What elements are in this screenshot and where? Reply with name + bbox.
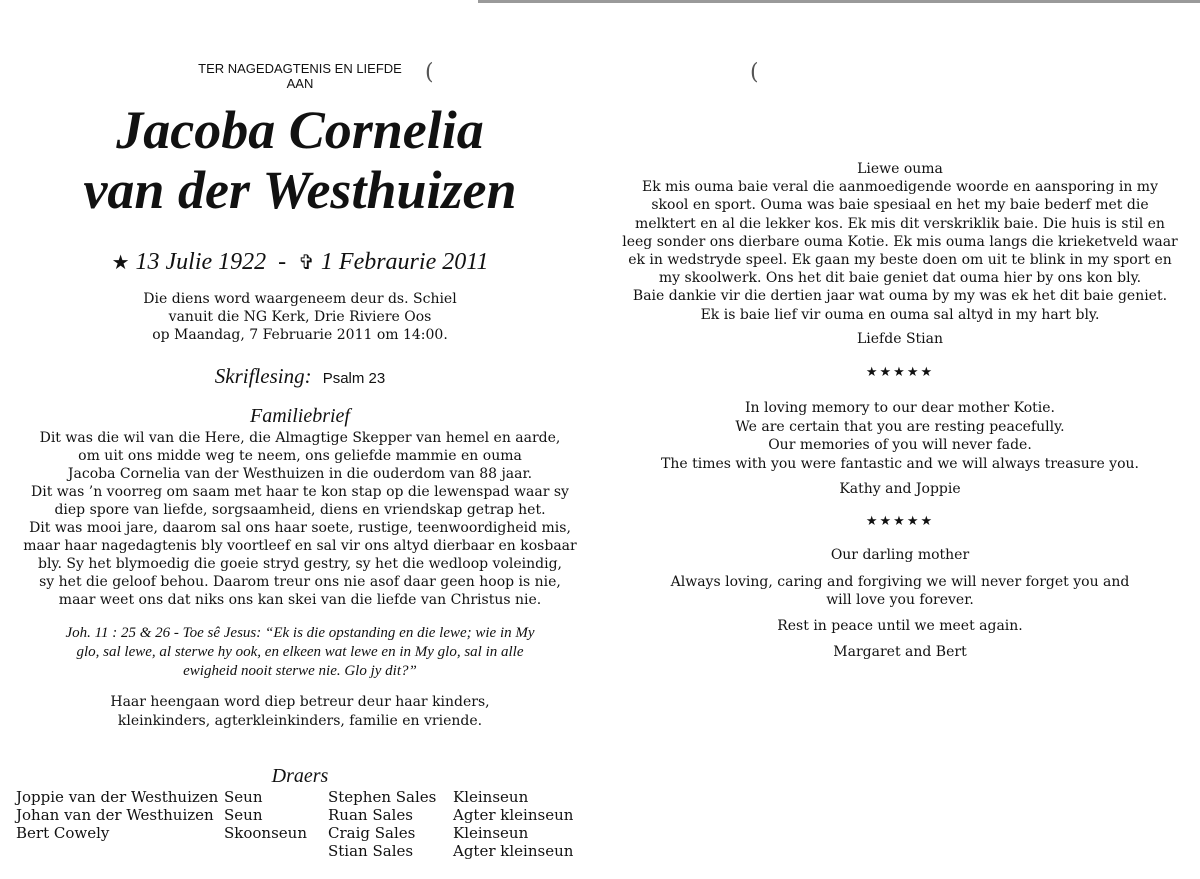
tribute-signature-stian: Liefde Stian	[857, 331, 943, 347]
bearer-relation: Kleinseun	[453, 788, 529, 806]
bearer-name: Stephen Sales	[328, 788, 437, 806]
tribute-greeting-margaret: Our darling mother	[830, 547, 970, 563]
star-separator: ★★★★★	[865, 514, 935, 529]
death-cross-icon: ✞	[298, 252, 315, 274]
memorial-line: TER NAGEDAGTENIS EN LIEFDE	[198, 61, 402, 76]
memorial-line: AAN	[286, 76, 314, 91]
family-letter	[0, 429, 600, 609]
letter-line: om uit ons midde weg te neem, ons geliefde mammie en ouma	[78, 448, 522, 464]
death-date: 1 Febraurie 2011	[320, 249, 489, 275]
scripture-value: Psalm 23	[322, 370, 386, 387]
tribute-margaret	[610, 573, 1190, 609]
bearer-relation: Agter kleinseun	[453, 806, 574, 824]
bearer-relation: Seun	[224, 788, 263, 806]
verse-line: ewigheid nooit sterwe nie. Glo jy dit?”	[183, 663, 417, 679]
bearer-name: Stian Sales	[328, 842, 414, 860]
bible-verse	[0, 624, 600, 681]
name-line-last: van der Westhuizen	[83, 160, 517, 220]
mourning-note	[0, 693, 600, 731]
bearer-relation: Skoonseun	[224, 824, 307, 842]
margin-mark: (	[750, 60, 759, 85]
birth-date: 13 Julie 1922	[135, 249, 267, 275]
tribute-line: will love you forever.	[826, 592, 974, 608]
memorial-header	[0, 61, 600, 91]
tribute-signature-margaret: Margaret and Bert	[833, 644, 967, 660]
bearer-relation: Seun	[224, 806, 263, 824]
tribute-line: Ek is baie lief vir ouma en ouma sal altyd in my hart bly.	[700, 306, 1100, 323]
letter-line: Jacoba Cornelia van der Westhuizen in die ouderdom van 88 jaar.	[67, 466, 533, 482]
tribute-line: Ek mis ouma baie veral die aanmoedigende woorde en aansporing in my	[641, 179, 1158, 196]
tribute-line: In loving memory to our dear mother Kotie.	[745, 400, 1055, 416]
service-line: op Maandag, 7 Februarie 2011 om 14:00.	[152, 327, 448, 343]
tribute-line: Baie dankie vir die dertien jaar wat ouma by my was ek het dit baie geniet.	[632, 288, 1168, 305]
tribute-line: my skoolwerk. Ons het dit baie geniet dat ouma hier by ons kon bly.	[658, 270, 1142, 287]
tribute-kathy	[610, 399, 1190, 473]
letter-line: Dit was mooi jare, daarom sal ons haar soete, rustige, teenwoordigheid mis,	[29, 520, 571, 536]
margin-mark: (	[425, 60, 434, 85]
mourning-line: kleinkinders, agterkleinkinders, familie en vriende.	[117, 713, 483, 729]
letter-line: maar weet ons dat niks ons kan skei van die liefde van Christus nie.	[58, 592, 542, 608]
letter-line: diep spore van liefde, sorgsaamheid, diens en vriendskap getrap het.	[54, 502, 546, 518]
date-dash: -	[278, 249, 287, 275]
bearer-name: Joppie van der Westhuizen	[16, 788, 219, 806]
deceased-name	[0, 100, 600, 220]
bearer-name: Ruan Sales	[328, 806, 413, 824]
bearer-name: Bert Cowely	[16, 824, 110, 842]
name-line-first: Jacoba Cornelia	[116, 100, 484, 160]
letter-line: bly. Sy het blymoedig die goeie stryd gestry, sy het die wedloop voleindig,	[37, 556, 562, 572]
bearer-name: Craig Sales	[328, 824, 416, 842]
tribute-line: Our memories of you will never fade.	[768, 437, 1032, 453]
family-letter-heading: Familiebrief	[250, 405, 350, 427]
service-details	[0, 290, 600, 344]
mourning-line: Haar heengaan word diep betreur deur haar kinders,	[110, 694, 490, 710]
tribute-stian	[610, 160, 1190, 324]
tribute-line: We are certain that you are resting peacefully.	[735, 418, 1065, 435]
letter-line: sy het die geloof behou. Daarom treur ons nie asof daar geen hoop is nie,	[39, 574, 561, 590]
letter-line: maar haar nagedagtenis bly voortleef en sal vir ons altyd dierbaar en kosbaar	[23, 538, 577, 554]
tribute-line: Always loving, caring and forgiving we will never forget you and	[670, 574, 1130, 590]
life-dates	[0, 247, 600, 278]
top-edge-line	[478, 0, 1200, 3]
tribute-closing: Rest in peace until we meet again.	[777, 618, 1023, 634]
tribute-line: ek in wedstryde speel. Ek gaan my beste doen om uit te blink in my sport en	[628, 252, 1172, 269]
tribute-signature-kathy: Kathy and Joppie	[839, 481, 961, 497]
tribute-greeting: Liewe ouma	[857, 161, 943, 177]
tribute-line: leeg sonder ons dierbare ouma Kotie. Ek mis ouma langs die krieketveld waar	[622, 233, 1178, 250]
bearers-heading: Draers	[271, 765, 329, 787]
star-separator: ★★★★★	[865, 365, 935, 380]
scripture-label: Skriflesing:	[214, 364, 312, 388]
bearer-name: Johan van der Westhuizen	[16, 806, 214, 824]
birth-star-icon: ★	[111, 252, 130, 274]
bearer-relation: Agter kleinseun	[453, 842, 574, 860]
verse-line: glo, sal lewe, al sterwe hy ook, en elkeen wat lewe en in My glo, sal in alle	[76, 644, 524, 660]
letter-line: Dit was ’n voorreg om saam met haar te kon stap op die lewenspad waar sy	[31, 484, 569, 500]
tribute-line: The times with you were fantastic and we will always treasure you.	[661, 455, 1139, 472]
service-line: vanuit die NG Kerk, Drie Riviere Oos	[168, 309, 432, 325]
tribute-line: melktert en al die lekker kos. Ek mis dit verskriklik baie. Die huis is stil en	[635, 215, 1165, 232]
service-line: Die diens word waargeneem deur ds. Schiel	[143, 291, 457, 307]
tribute-line: skool en sport. Ouma was baie spesiaal en het my baie bederf met die	[651, 197, 1149, 214]
verse-line: Joh. 11 : 25 & 26 - Toe sê Jesus: “Ek is die opstanding en die lewe; wie in My	[65, 625, 535, 641]
scripture-reading	[0, 364, 600, 391]
bearers-list	[16, 788, 596, 860]
bearer-relation: Kleinseun	[453, 824, 529, 842]
letter-line: Dit was die wil van die Here, die Almagtige Skepper van hemel en aarde,	[39, 430, 561, 446]
